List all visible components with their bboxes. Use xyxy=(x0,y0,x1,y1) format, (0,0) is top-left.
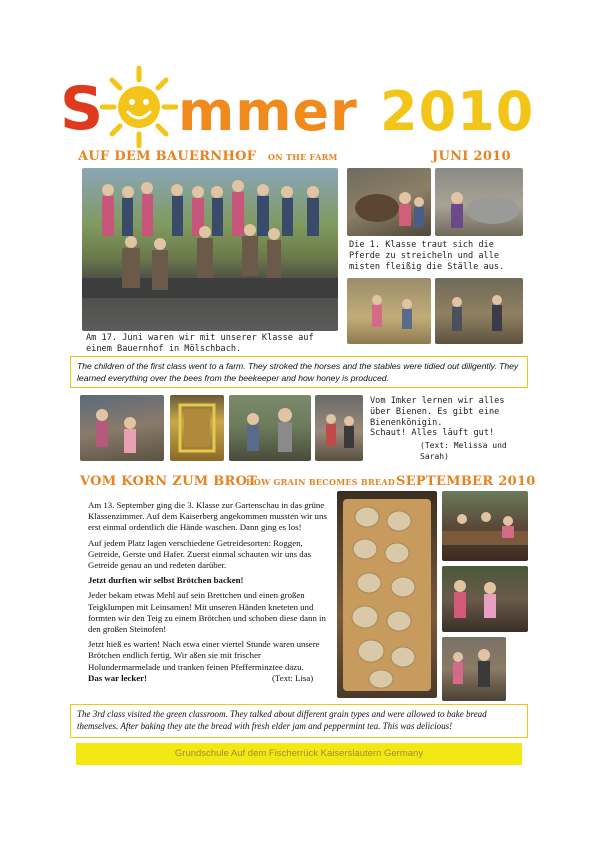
stable-photo-2 xyxy=(435,278,523,344)
article-closing: Das war lecker! xyxy=(88,672,147,683)
class-group-photo xyxy=(82,168,338,331)
horse-photo-1 xyxy=(347,168,431,236)
title-prefix: S xyxy=(60,74,105,144)
section2-date: SEPTEMBER 2010 xyxy=(396,474,536,489)
section2-subheading: HOW GRAIN BECOMES BREAD xyxy=(246,477,396,487)
article-paragraph: Am 13. September ging die 3. Klasse zur Gartenschau in das grüne Klassenzimmer. Auf dem Kaiserberg angekommen mussten wir uns erst einmal ordentlich die Hände waschen. Dann ging es los! xyxy=(88,500,327,533)
stable-photo-1 xyxy=(347,278,431,344)
section1-heading: AUF DEM BAUERNHOF xyxy=(78,149,257,164)
school-footer: Grundschule Auf dem Fischerrück Kaiserslautern Germany xyxy=(76,743,522,765)
classroom-table-photo xyxy=(442,491,528,561)
section1-subheading: ON THE FARM xyxy=(268,152,338,162)
article-credit: (Text: Lisa) xyxy=(272,672,314,683)
beekeeper-photo-1 xyxy=(80,395,164,461)
section2-summary: The 3rd class visited the green classroom. They talked about different grain types and were allowed to bake bread themselves. After baking they ate the bread with fresh elder jam and peppermint tea. This was delicious! xyxy=(77,709,487,731)
section2-summary-box xyxy=(70,704,528,738)
article-highlight: Jetzt durften wir selbst Brötchen backen! xyxy=(88,575,244,586)
newsletter-title xyxy=(60,66,540,146)
section1-summary-box xyxy=(70,356,528,388)
bread-rolls-photo xyxy=(337,491,437,698)
article-paragraph: Jeder bekam etwas Mehl auf sein Brettchen und einen großen Teigklumpen mit Leinsamen! Mit unseren Händen kneteten und formten wir den Teig zu einem Brötchen und schoben diese dann in den großen Steinofen! xyxy=(88,590,326,635)
sun-icon xyxy=(100,66,178,148)
horse-photo-2 xyxy=(435,168,523,236)
section2-heading: VOM KORN ZUM BROT xyxy=(80,474,258,489)
article-paragraph: Auf jedem Platz lagen verschiedene Getreidesorten: Roggen, Getreide, Gerste und Hafer. Zuerst einmal schauten wir uns das Getreide genau an und redeten darüber. xyxy=(88,537,312,571)
horses-caption: Die 1. Klasse traut sich die Pferde zu streicheln und alle misten fleißig die Ställe aus. xyxy=(349,240,505,272)
title-suffix: mmer xyxy=(178,80,358,143)
title-year: 2010 xyxy=(380,80,535,143)
stone-oven-photo xyxy=(442,637,506,701)
group-photo-caption: Am 17. Juni waren wir mit unserer Klasse auf einem Bauernhof in Mölschbach. xyxy=(86,333,314,354)
beehive-frame-photo xyxy=(170,395,224,461)
beekeeper-photo-2 xyxy=(229,395,311,461)
section2-article xyxy=(88,500,332,685)
beekeeper-photo-3 xyxy=(315,395,363,461)
bees-caption: Vom Imker lernen wir alles über Bienen. Es gibt eine Bienenkönigin. xyxy=(370,396,505,428)
bees-credit: (Text: Melissa und Sarah) xyxy=(420,441,507,461)
kneading-dough-photo xyxy=(442,566,528,632)
article-paragraph: Jetzt hieß es warten! Nach etwa einer viertel Stunde waren unsere Brötchen endlich fertig. Wir aßen sie mit frischer Holundermarmelade und tranken feinen Pfefferminztee dazu. xyxy=(88,639,320,672)
bees-caption-2: Schaut! Alles läuft gut! xyxy=(370,428,495,438)
section1-date: JUNI 2010 xyxy=(432,149,511,164)
section1-summary: The children of the first class went to a farm. They stroked the horses and the stables were tidied out diligently. They learned everything over the bees from the beekeeper and how honey is produced. xyxy=(77,361,519,383)
